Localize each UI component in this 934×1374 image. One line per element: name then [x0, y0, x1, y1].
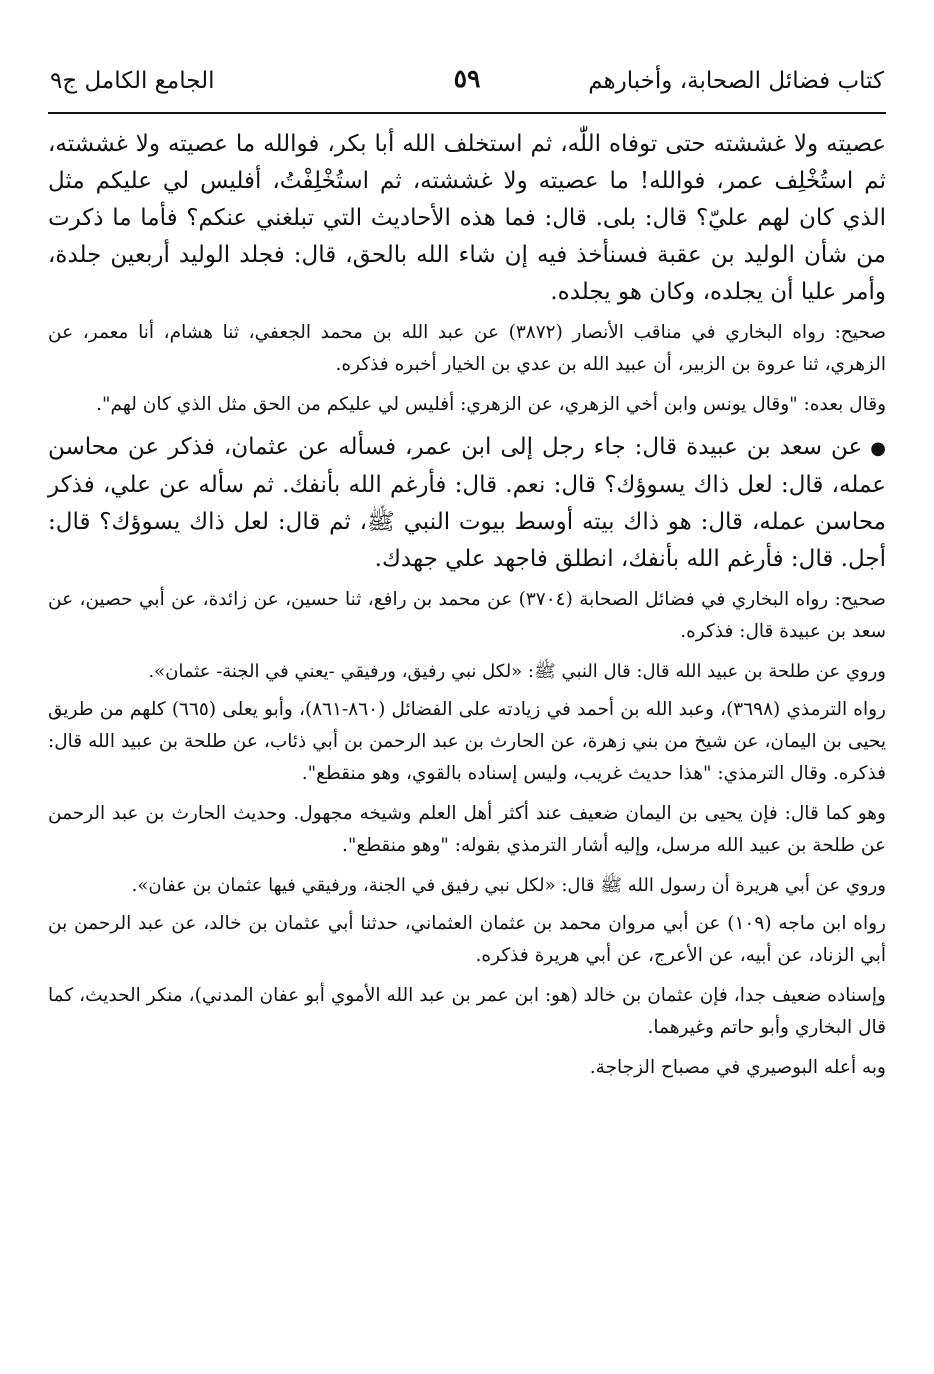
series-title: الجامع الكامل ج٩ [50, 68, 215, 94]
page-body [48, 126, 886, 1092]
header-rule [48, 112, 886, 114]
takhrij-note: رواه الترمذي (٣٦٩٨)، وعبد الله بن أحمد في زيادته على الفضائل (٨٦٠-٨٦١)، وأبو يعلى (٦٦٥) كلهم من طريق يحيى بن اليمان، عن شيخ من بني زهرة، عن الحارث بن عبد الرحمن بن أبي ذئاب، عن طلحة بن عبيد الله قال: فذكره. وقال الترمذي: "هذا حديث غريب، وليس إسناده بالقوي، وهو منقطع". [48, 699, 886, 784]
takhrij-note: صحيح: رواه البخاري في مناقب الأنصار (٣٨٧٢) عن عبد الله بن محمد الجعفي، ثنا هشام، أنا معمر، عن الزهري، ثنا عروة بن الزبير، أن عبيد الله بن عدي بن الخيار أخبره فذكره. [48, 322, 886, 375]
takhrij-note: صحيح: رواه البخاري في فضائل الصحابة (٣٧٠٤) عن محمد بن رافع، ثنا حسين، عن زائدة، عن أبي حصين، عن سعد بن عبيدة قال: فذكره. [48, 589, 887, 642]
takhrij-note: وقال بعده: "وقال يونس وابن أخي الزهري، عن الزهري: أفليس لي عليكم من الحق مثل الذي كان لهم". [96, 394, 886, 415]
bullet-icon: ● [870, 438, 886, 459]
takhrij-note: وإسناده ضعيف جدا، فإن عثمان بن خالد (هو: ابن عمر بن عبد الله الأموي أبو عفان المدني)، منكر الحديث، كما قال البخاري وأبو حاتم وغيرهما. [48, 985, 886, 1038]
page-header [50, 60, 884, 100]
main-text-paragraph: عصيته ولا غششته حتى توفاه اللّٰه، ثم استخلف الله أبا بكر، فوالله ما عصيته ولا غششته، ثم استُخْلِف عمر، فوالله! ما عصيته ولا غششته، ثم استُخْلِفْتُ، أفليس لي عليكم مثل الذي كان لهم عليّ؟ قال: بلى. قال: فما هذه الأحاديث التي تبلغني عنكم؟ فأما ما ذكرت من شأن الوليد بن عقبة فسنأخذ فيه إن شاء الله بالحق، قال: فجلد الوليد أربعين جلدة، وأمر عليا أن يجلده، وكان هو يجلده. [48, 131, 886, 305]
book-title: كتاب فضائل الصحابة، وأخبارهم [588, 68, 884, 94]
takhrij-note: رواه ابن ماجه (١٠٩) عن أبي مروان محمد بن عثمان العثماني، حدثنا أبي عثمان بن خالد، عن عبد الرحمن بن أبي الزناد، عن أبيه، عن الأعرج، عن أبي هريرة فذكره. [48, 913, 886, 966]
page-number: ٥٩ [453, 64, 481, 93]
weak-hadith-quote: وروي عن أبي هريرة أن رسول الله ﷺ قال: «لكل نبي رفيق في الجنة، ورفيقي فيها عثمان بن عفان». [131, 875, 886, 896]
main-text-paragraph [48, 429, 886, 578]
weak-hadith-quote: وروي عن طلحة بن عبيد الله قال: قال النبي ﷺ: «لكل نبي رفيق، ورفيقي -يعني في الجنة- عثمان». [148, 661, 886, 682]
takhrij-note: وبه أعله البوصيري في مصباح الزجاجة. [589, 1057, 886, 1078]
hadith-text: عن سعد بن عبيدة قال: جاء رجل إلى ابن عمر، فسأله عن عثمان، فذكر عن محاسن عمله، قال: لعل ذاك يسوؤك؟ قال: نعم. قال: فأرغم الله بأنفك. ثم سأله عن علي، فذكر محاسن عمله، قال: هو ذاك بيته أوسط بيوت النبي ﷺ، ثم قال: لعل ذاك يسوؤك؟ قال: أجل. قال: فأرغم الله بأنفك، انطلق فاجهد علي جهدك. [48, 434, 886, 572]
takhrij-note: وهو كما قال: فإن يحيى بن اليمان ضعيف عند أكثر أهل العلم وشيخه مجهول. وحديث الحارث بن عبد الرحمن عن طلحة بن عبيد الله مرسل، وإليه أشار الترمذي بقوله: "وهو منقطع". [48, 803, 886, 856]
